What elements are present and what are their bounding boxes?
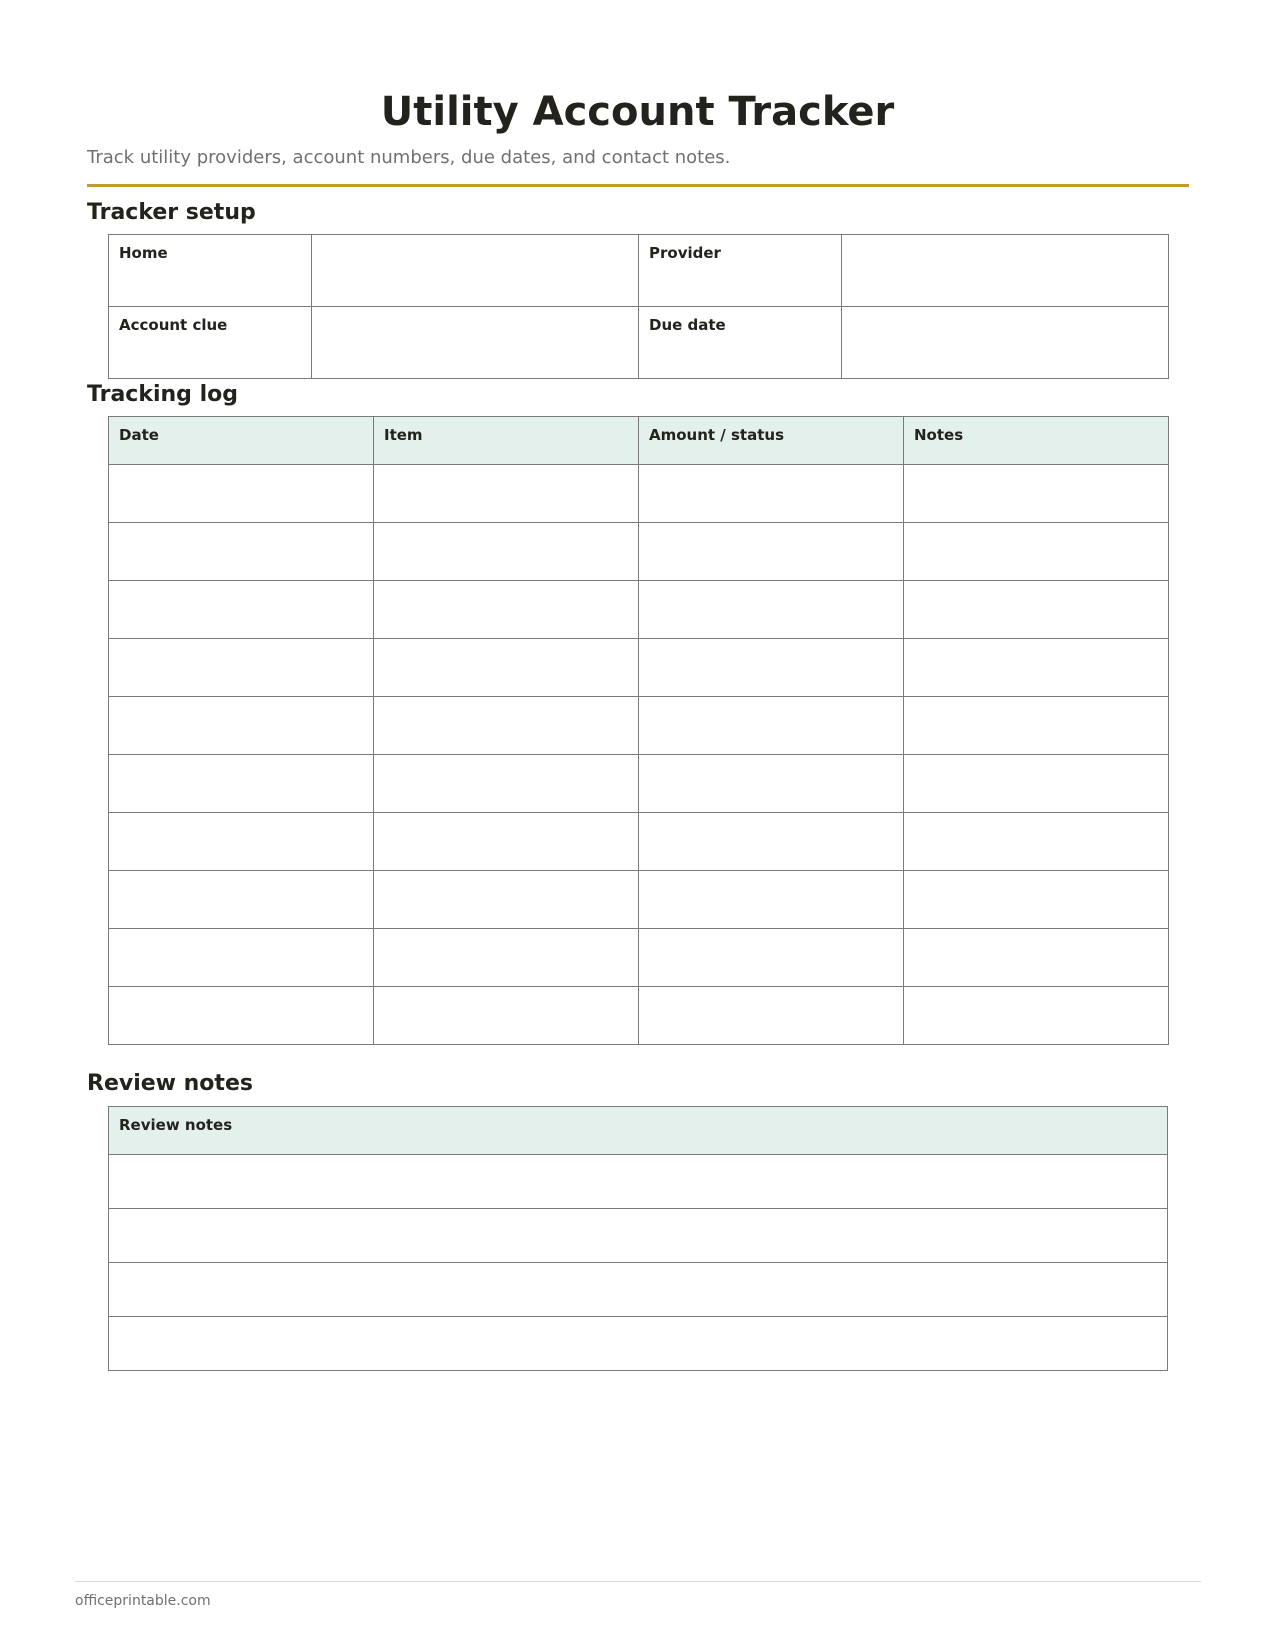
provider-label: Provider	[639, 235, 842, 307]
footer-divider	[75, 1581, 1201, 1582]
item-cell[interactable]	[374, 929, 639, 987]
item-cell[interactable]	[374, 871, 639, 929]
account-clue-label: Account clue	[109, 307, 312, 379]
amount-status-cell[interactable]	[639, 929, 904, 987]
item-cell[interactable]	[374, 523, 639, 581]
due-date-label: Due date	[639, 307, 842, 379]
table-row	[109, 813, 1169, 871]
notes-cell[interactable]	[904, 813, 1169, 871]
item-cell[interactable]	[374, 813, 639, 871]
provider-field[interactable]	[842, 235, 1169, 307]
date-cell[interactable]	[109, 987, 374, 1045]
due-date-field[interactable]	[842, 307, 1169, 379]
item-cell[interactable]	[374, 755, 639, 813]
column-header-amount-status: Amount / status	[639, 417, 904, 465]
date-cell[interactable]	[109, 697, 374, 755]
date-cell[interactable]	[109, 465, 374, 523]
notes-cell[interactable]	[904, 871, 1169, 929]
table-row	[109, 871, 1169, 929]
review-note-cell[interactable]	[109, 1155, 1168, 1209]
date-cell[interactable]	[109, 813, 374, 871]
title-divider	[87, 184, 1189, 187]
home-label: Home	[109, 235, 312, 307]
home-field[interactable]	[312, 235, 639, 307]
table-row	[109, 523, 1169, 581]
account-clue-field[interactable]	[312, 307, 639, 379]
item-cell[interactable]	[374, 987, 639, 1045]
tracking-log-body	[109, 465, 1169, 1045]
amount-status-cell[interactable]	[639, 465, 904, 523]
item-cell[interactable]	[374, 697, 639, 755]
amount-status-cell[interactable]	[639, 755, 904, 813]
column-header-item: Item	[374, 417, 639, 465]
tracking-log-table	[108, 416, 1169, 1045]
tracking-log-header-row	[109, 417, 1169, 465]
amount-status-cell[interactable]	[639, 813, 904, 871]
amount-status-cell[interactable]	[639, 987, 904, 1045]
item-cell[interactable]	[374, 639, 639, 697]
notes-cell[interactable]	[904, 523, 1169, 581]
review-notes-table	[108, 1106, 1168, 1371]
table-row	[109, 1263, 1168, 1317]
section-heading-tracking-log: Tracking log	[87, 382, 238, 407]
table-row	[109, 465, 1169, 523]
table-row	[109, 639, 1169, 697]
amount-status-cell[interactable]	[639, 581, 904, 639]
notes-cell[interactable]	[904, 639, 1169, 697]
table-row	[109, 1155, 1168, 1209]
table-row	[109, 755, 1169, 813]
notes-cell[interactable]	[904, 929, 1169, 987]
table-row	[109, 1209, 1168, 1263]
item-cell[interactable]	[374, 581, 639, 639]
column-header-date: Date	[109, 417, 374, 465]
item-cell[interactable]	[374, 465, 639, 523]
notes-cell[interactable]	[904, 987, 1169, 1045]
tracker-setup-table	[108, 234, 1169, 379]
amount-status-cell[interactable]	[639, 871, 904, 929]
section-heading-tracker-setup: Tracker setup	[87, 200, 256, 225]
amount-status-cell[interactable]	[639, 523, 904, 581]
page-subtitle: Track utility providers, account numbers, due dates, and contact notes.	[87, 147, 731, 168]
setup-row	[109, 307, 1169, 379]
table-row	[109, 1317, 1168, 1371]
notes-cell[interactable]	[904, 697, 1169, 755]
date-cell[interactable]	[109, 871, 374, 929]
notes-cell[interactable]	[904, 755, 1169, 813]
date-cell[interactable]	[109, 581, 374, 639]
section-heading-review-notes: Review notes	[87, 1071, 253, 1096]
column-header-review-notes: Review notes	[109, 1107, 1168, 1155]
table-row	[109, 581, 1169, 639]
review-notes-header-row	[109, 1107, 1168, 1155]
date-cell[interactable]	[109, 929, 374, 987]
notes-cell[interactable]	[904, 465, 1169, 523]
table-row	[109, 697, 1169, 755]
review-note-cell[interactable]	[109, 1209, 1168, 1263]
review-notes-body	[109, 1155, 1168, 1371]
date-cell[interactable]	[109, 523, 374, 581]
date-cell[interactable]	[109, 639, 374, 697]
setup-row	[109, 235, 1169, 307]
amount-status-cell[interactable]	[639, 639, 904, 697]
review-note-cell[interactable]	[109, 1317, 1168, 1371]
date-cell[interactable]	[109, 755, 374, 813]
column-header-notes: Notes	[904, 417, 1169, 465]
table-row	[109, 929, 1169, 987]
table-row	[109, 987, 1169, 1045]
review-note-cell[interactable]	[109, 1263, 1168, 1317]
page-title: Utility Account Tracker	[380, 89, 895, 135]
footer-site-label: officeprintable.com	[75, 1593, 211, 1609]
notes-cell[interactable]	[904, 581, 1169, 639]
amount-status-cell[interactable]	[639, 697, 904, 755]
